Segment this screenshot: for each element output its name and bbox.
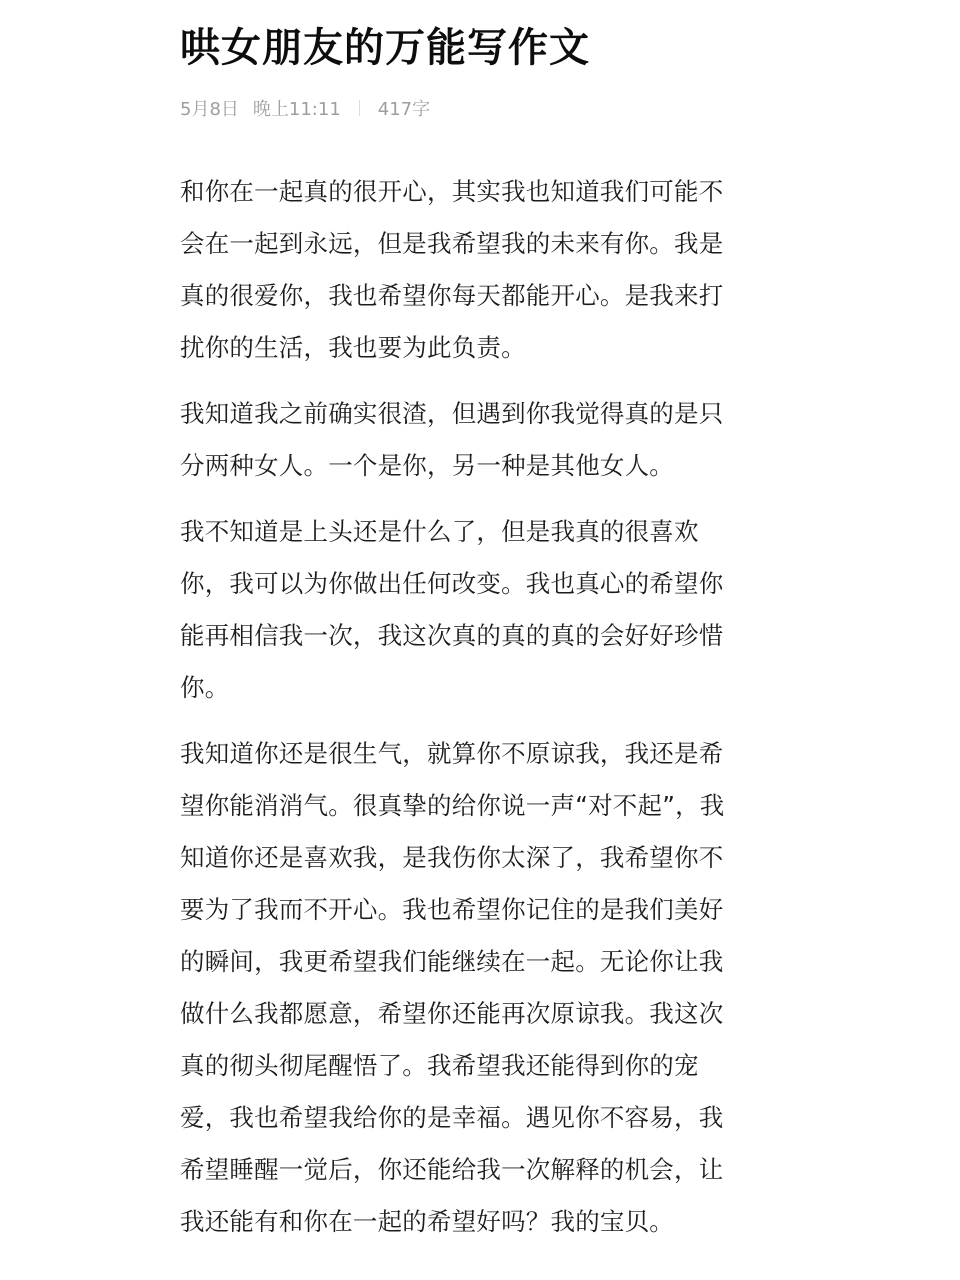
text-line: 做什么我都愿意，希望你还能再次原谅我。我这次 — [180, 999, 724, 1028]
text-line: 你。 — [180, 673, 230, 702]
text-line: 会在一起到永远，但是我希望我的未来有你。我是 — [180, 229, 724, 258]
text-line: 分两种女人。一个是你，另一种是其他女人。 — [180, 451, 674, 480]
text-line: 希望睡醒一觉后，你还能给我一次解释的机会，让 — [180, 1155, 724, 1184]
text-line: 我还能有和你在一起的希望好吗？我的宝贝。 — [180, 1207, 674, 1236]
text-line: 望你能消消气。很真挚的给你说一声“对不起”，我 — [180, 791, 725, 820]
text-line: 和你在一起真的很开心，其实我也知道我们可能不 — [180, 177, 724, 206]
text-line: 真的彻头彻尾醒悟了。我希望我还能得到你的宠 — [180, 1051, 699, 1080]
text-line: 扰你的生活，我也要为此负责。 — [180, 333, 526, 362]
text-line: 我知道我之前确实很渣，但遇到你我觉得真的是只 — [180, 399, 724, 428]
note-body[interactable] — [180, 166, 780, 1262]
paragraph-3 — [180, 506, 780, 714]
paragraph-4 — [180, 728, 780, 1248]
text-line: 的瞬间，我更希望我们能继续在一起。无论你让我 — [180, 947, 724, 976]
text-line: 我知道你还是很生气，就算你不原谅我，我还是希 — [180, 739, 724, 768]
note-title: 哄女朋友的万能写作文 — [180, 25, 590, 71]
meta-divider — [359, 100, 360, 116]
text-line: 爱，我也希望我给你的是幸福。遇见你不容易，我 — [180, 1103, 724, 1132]
text-line: 要为了我而不开心。我也希望你记住的是我们美好 — [180, 895, 724, 924]
text-line: 能再相信我一次，我这次真的真的真的会好好珍惜 — [180, 621, 724, 650]
paragraph-1 — [180, 166, 780, 374]
note-time: 晚上11:11 — [252, 99, 341, 120]
text-line: 真的很爱你，我也希望你每天都能开心。是我来打 — [180, 281, 724, 310]
note-date: 5月8日 — [180, 99, 239, 120]
text-line: 我不知道是上头还是什么了，但是我真的很喜欢 — [180, 517, 699, 546]
note-word-count: 417字 — [377, 99, 431, 120]
text-line: 你，我可以为你做出任何改变。我也真心的希望你 — [180, 569, 724, 598]
paragraph-2 — [180, 388, 780, 492]
text-line: 知道你还是喜欢我，是我伤你太深了，我希望你不 — [180, 843, 724, 872]
note-meta — [180, 95, 430, 121]
